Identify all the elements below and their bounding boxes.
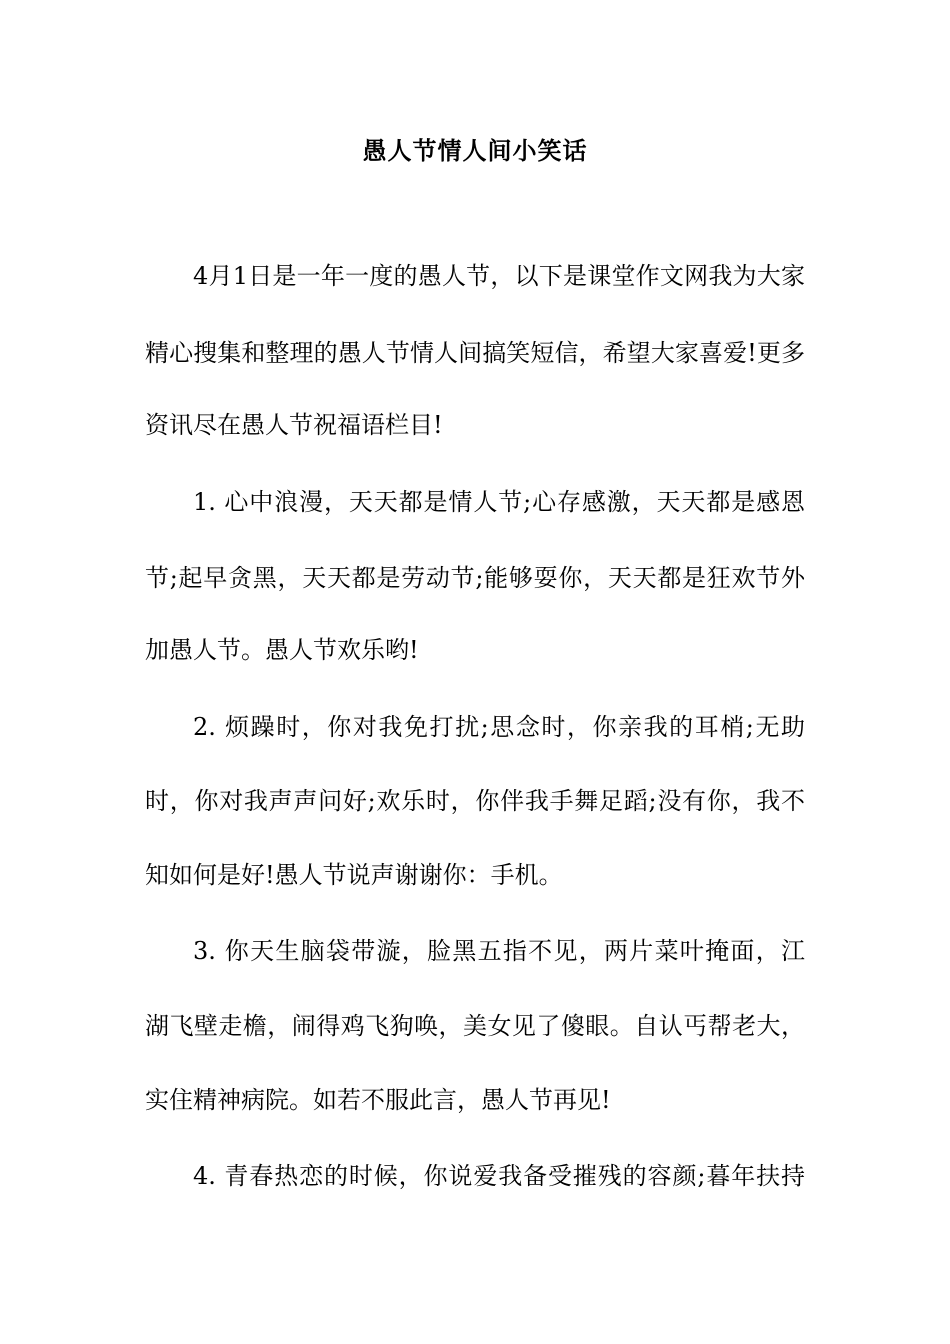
text-line	[0, 558, 950, 598]
paragraph-2-line-2: 时，你对我声声问好;欢乐时，你伴我手舞足蹈;没有你，我不	[145, 787, 805, 815]
text-line	[0, 1156, 950, 1196]
text-line	[0, 333, 950, 373]
paragraph-2-line-1: 2. 烦躁时，你对我免打扰;思念时，你亲我的耳梢;无助	[193, 713, 805, 741]
text-line	[0, 1080, 950, 1120]
paragraph-3-line-1: 3. 你天生脑袋带漩，脸黑五指不见，两片菜叶掩面，江	[193, 937, 805, 965]
paragraph-intro-line-2: 精心搜集和整理的愚人节情人间搞笑短信，希望大家喜爱!更多	[145, 339, 805, 367]
text-line	[0, 482, 950, 522]
paragraph-2-line-3: 知如何是好!愚人节说声谢谢你：手机。	[145, 861, 563, 889]
paragraph-intro-line-1: 4月1日是一年一度的愚人节，以下是课堂作文网我为大家	[193, 262, 805, 290]
text-line	[0, 256, 950, 296]
text-line	[0, 781, 950, 821]
paragraph-1-line-2: 节;起早贪黑，天天都是劳动节;能够耍你，天天都是狂欢节外	[145, 564, 805, 592]
paragraph-4-line-1: 4. 青春热恋的时候，你说爱我备受摧残的容颜;暮年扶持	[193, 1162, 805, 1190]
text-line	[0, 405, 950, 445]
document-title: 愚人节情人间小笑话	[362, 136, 588, 165]
text-line	[0, 1006, 950, 1046]
text-line	[0, 630, 950, 670]
paragraph-1-line-3: 加愚人节。愚人节欢乐哟!	[145, 636, 419, 664]
text-line	[0, 931, 950, 971]
paragraph-1-line-1: 1. 心中浪漫，天天都是情人节;心存感激，天天都是感恩	[193, 488, 805, 516]
paragraph-3-line-2: 湖飞壁走檐，闹得鸡飞狗唤，美女见了傻眼。自认丐帮老大，	[145, 1012, 805, 1040]
text-line	[0, 707, 950, 747]
paragraph-intro-line-3: 资讯尽在愚人节祝福语栏目!	[145, 411, 443, 439]
text-line	[0, 855, 950, 895]
paragraph-3-line-3: 实住精神病院。如若不服此言，愚人节再见!	[145, 1086, 611, 1114]
